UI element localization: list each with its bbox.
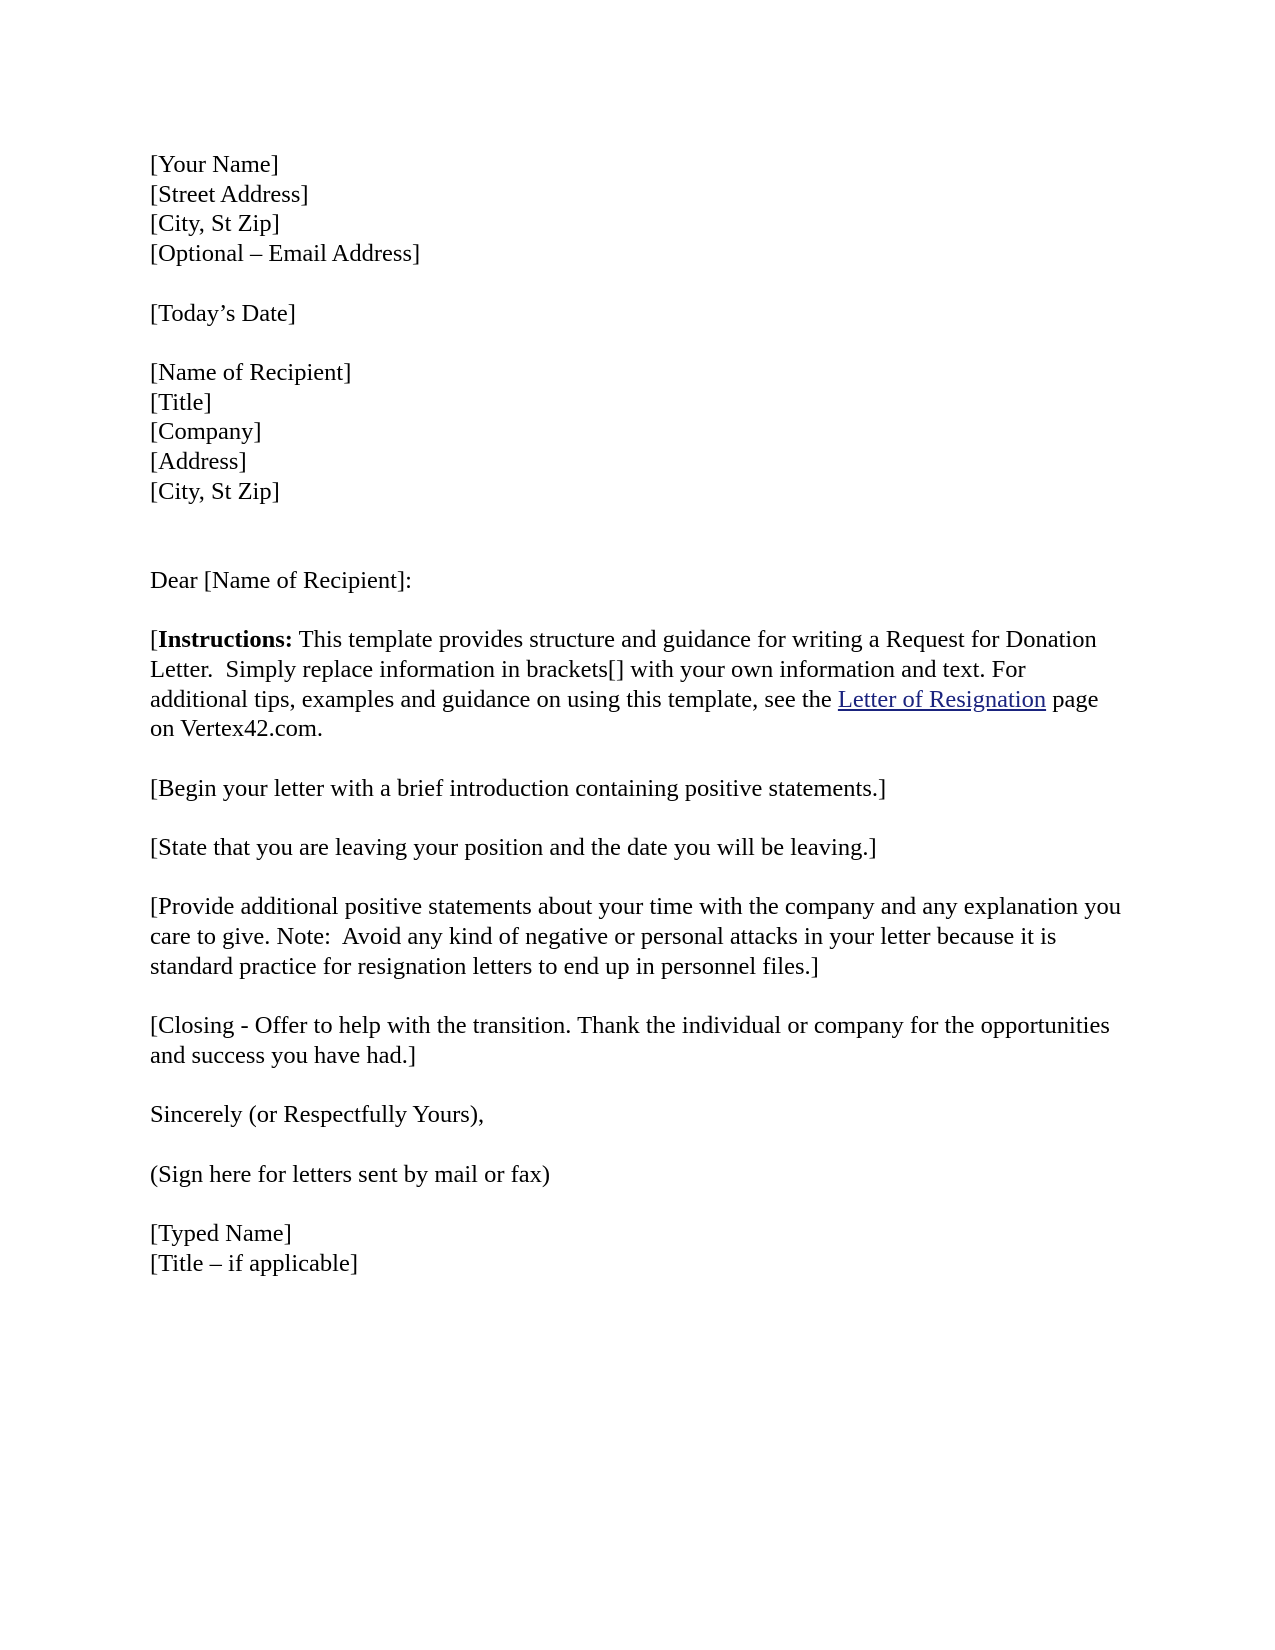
spacer [150, 982, 1125, 1012]
intro-paragraph: [Begin your letter with a brief introduction containing positive statements.] [150, 774, 887, 802]
recipient-name: [Name of Recipient] [150, 358, 352, 386]
spacer [150, 596, 1125, 626]
sender-street: [Street Address] [150, 180, 309, 208]
sender-block [150, 150, 1125, 269]
instructions-bracket: [ [150, 626, 159, 654]
spacer [150, 744, 1125, 774]
typed-title: [Title – if applicable] [150, 1249, 358, 1277]
letter-of-resignation-link[interactable]: Letter of Resignation [837, 685, 1047, 713]
recipient-company: [Company] [150, 418, 262, 446]
spacer [150, 863, 1125, 893]
spacer [150, 1071, 1125, 1101]
instructions-text: This template provides structure and guidance for writing a Request for Donation Letter. Simply replace information in brackets[] with your own information and text. For additional tips, examples and guidance on using this template, see the [150, 626, 1103, 713]
letter-date: [Today’s Date] [150, 299, 296, 327]
additional-paragraph: [Provide additional positive statements about your time with the company and any explanation you care to give. Note: Avoid any kind of negative or personal attacks in your letter because it is standard practice for resignation letters to end up in personnel files.] [150, 893, 1128, 980]
recipient-city: [City, St Zip] [150, 477, 280, 505]
sender-city: [City, St Zip] [150, 210, 280, 238]
spacer [150, 1130, 1125, 1160]
instructions-label: Instructions: [158, 626, 293, 654]
recipient-title: [Title] [150, 388, 212, 416]
spacer [150, 1189, 1125, 1219]
salutation: Dear [Name of Recipient]: [150, 566, 412, 594]
recipient-address: [Address] [150, 448, 247, 475]
spacer [150, 269, 1125, 299]
recipient-block [150, 358, 1125, 507]
letter-page [150, 150, 1128, 1279]
leaving-paragraph: [State that you are leaving your position and the date you will be leaving.] [150, 834, 877, 862]
spacer [150, 506, 1125, 565]
sender-email: [Optional – Email Address] [150, 240, 421, 268]
spacer [150, 328, 1125, 358]
typed-name: [Typed Name] [150, 1220, 292, 1248]
spacer [150, 803, 1125, 833]
instructions-text-end: page on Vertex42.com. [150, 685, 1105, 743]
sender-name: [Your Name] [150, 151, 279, 178]
closing-paragraph: [Closing - Offer to help with the transition. Thank the individual or company for the opportunities and success you have had.] [150, 1012, 1116, 1069]
signature-note: (Sign here for letters sent by mail or fax) [150, 1160, 551, 1188]
signoff: Sincerely (or Respectfully Yours), [150, 1101, 485, 1129]
instructions-paragraph [150, 625, 1125, 744]
